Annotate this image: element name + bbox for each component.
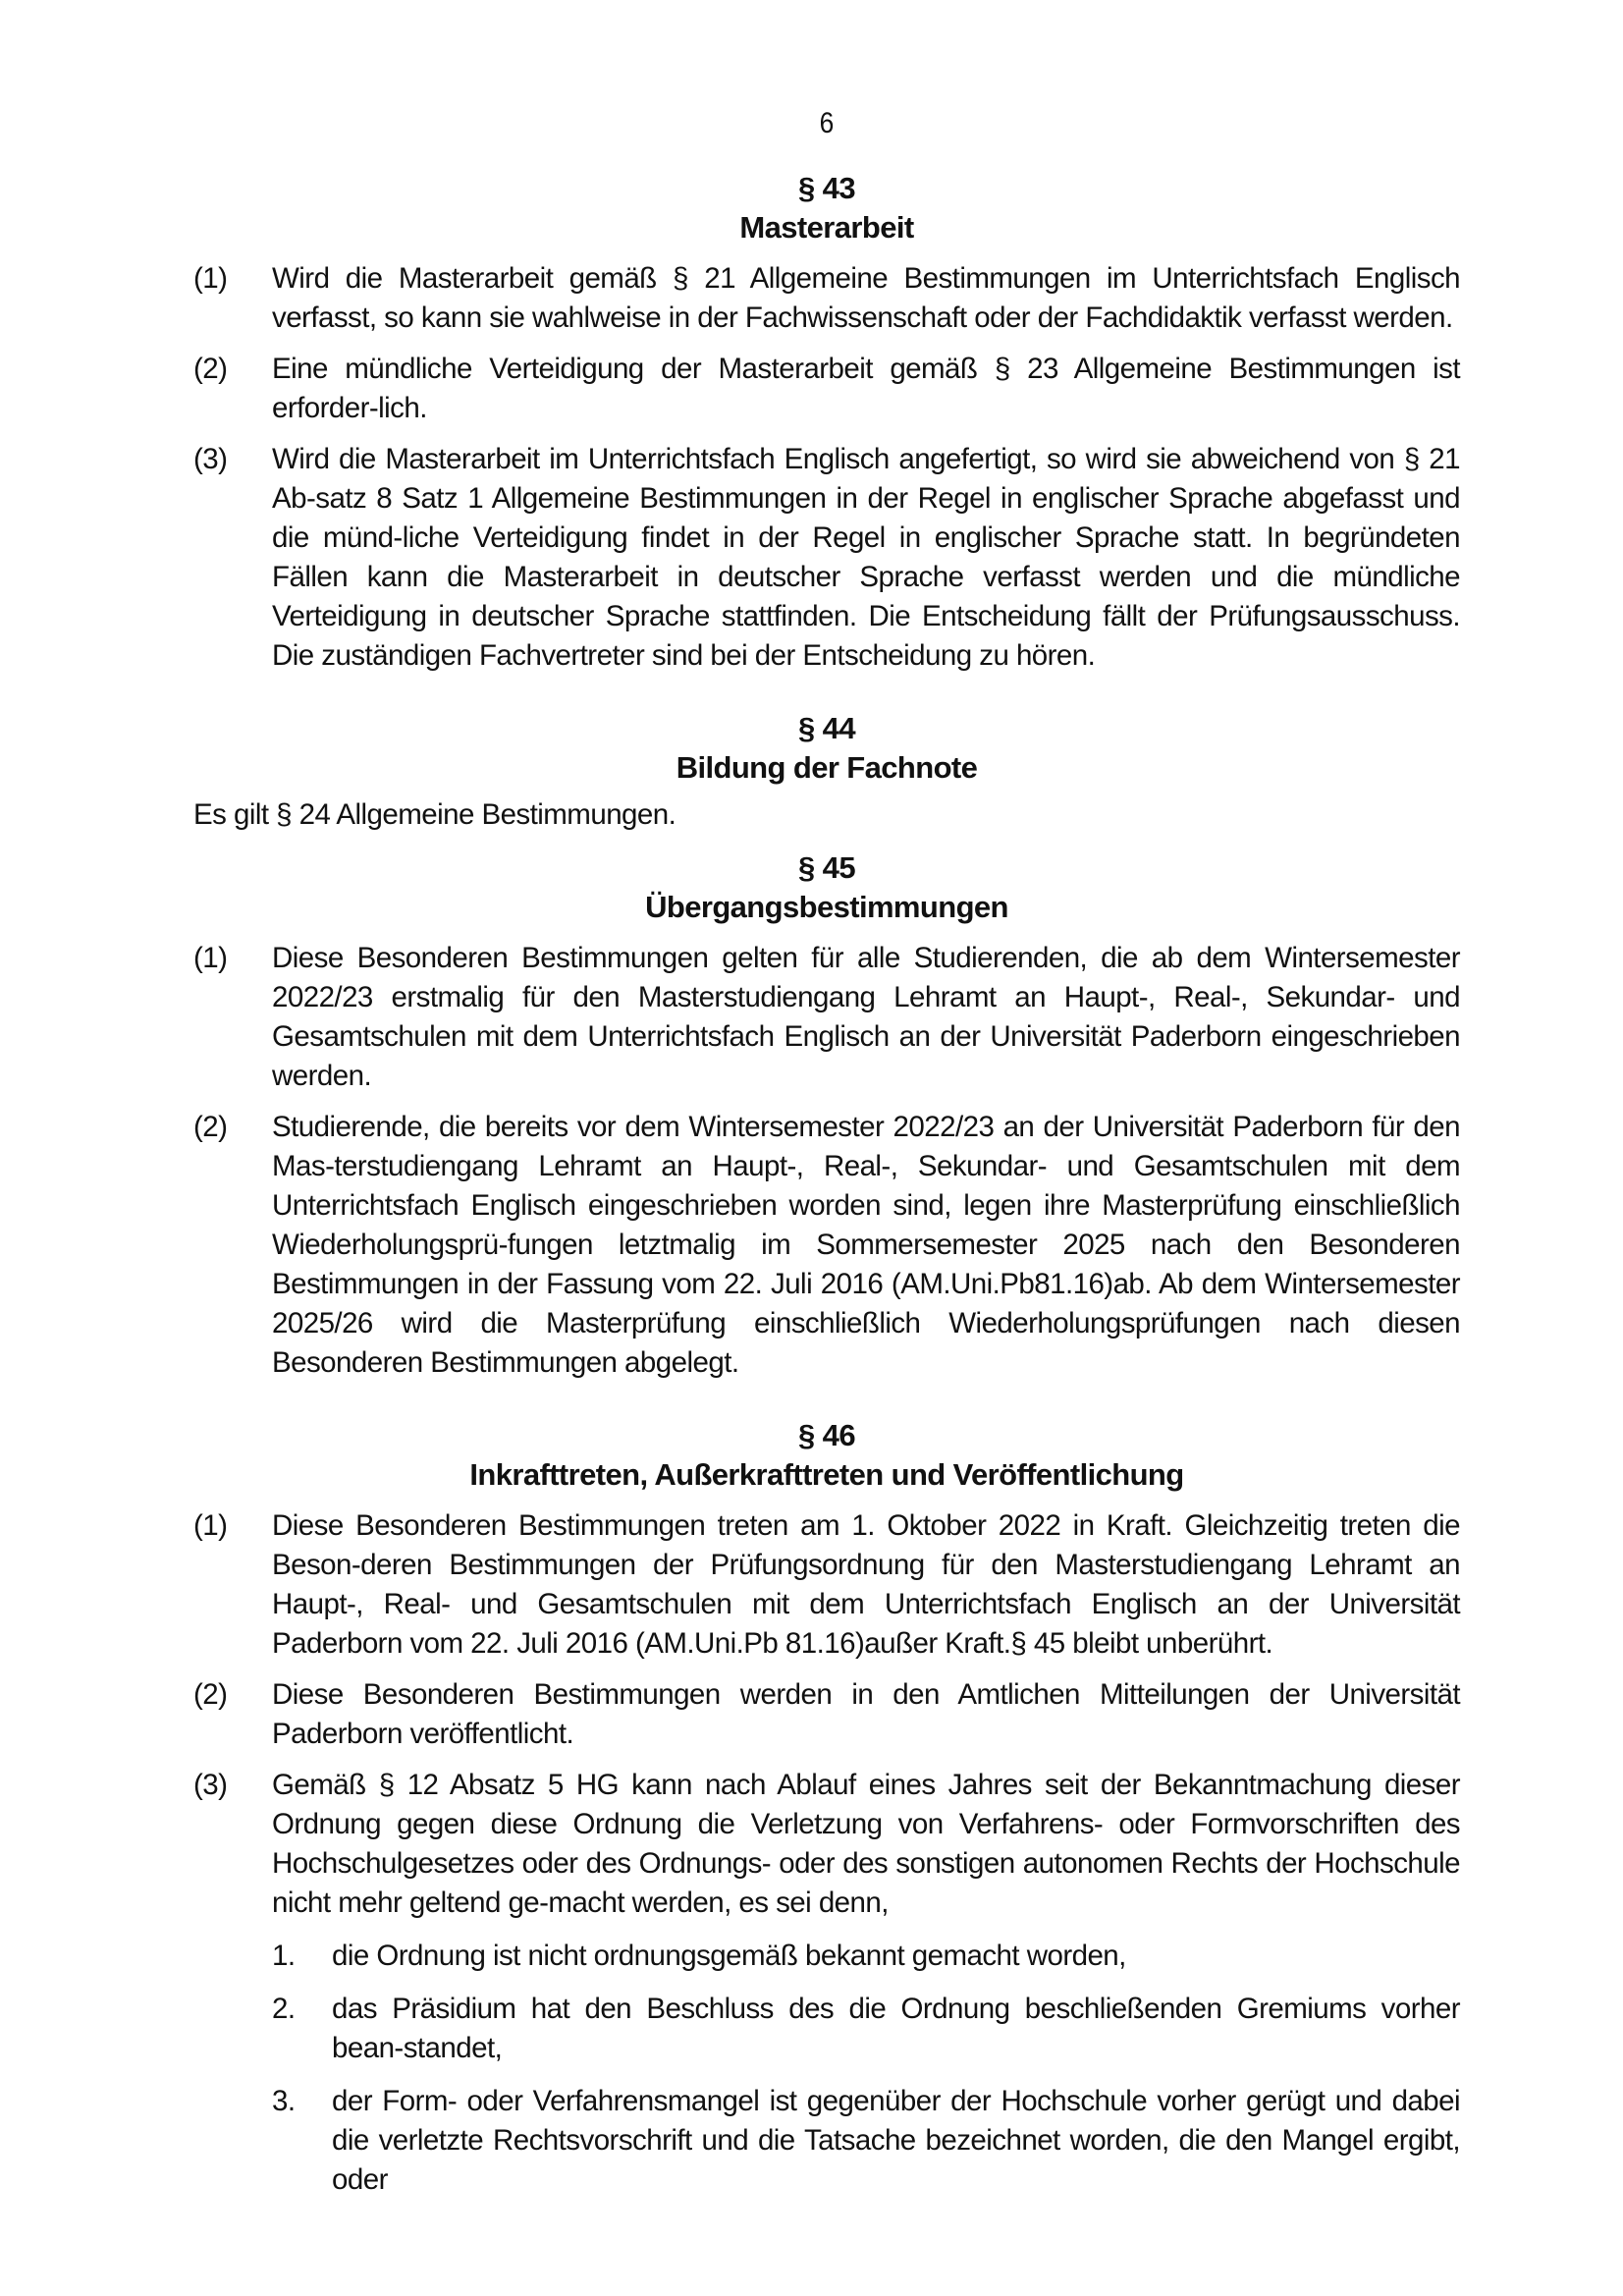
paragraph-text: Diese Besonderen Bestimmungen gelten für alle Studierenden, die ab dem Wintersemester 2022/23 erstmalig für den Masterstudiengang Lehramt an Haupt-, Real-, Sekundar- und Gesamtschulen mit dem Unterrichtsfach Englisch an der Universität Paderborn eingeschrieben werden. <box>272 942 1460 1092</box>
section-45 <box>193 848 1460 1383</box>
paragraph-number: (1) <box>193 942 228 974</box>
paragraph-text: Wird die Masterarbeit im Unterrichtsfach Englisch angefertigt, so wird sie abweichend von § 21 Ab-satz 8 Satz 1 Allgemeine Bestimmungen in der Regel in englischer Sprache abgefasst und die münd-liche Verteidigung findet in der Regel in englischer Sprache statt. In begründeten Fällen kann die Masterarbeit in deutscher Sprache verfasst werden und die mündliche Verteidigung in deutscher Sprache stattfinden. Die Entscheidung fällt der Prüfungsausschuss. Die zuständigen Fachvertreter sind bei der Entscheidung zu hören. <box>272 443 1460 672</box>
paragraph <box>193 1108 1460 1383</box>
section-title: Inkrafttreten, Außerkrafttreten und Veröffentlichung <box>469 1457 1184 1492</box>
list-item <box>272 1937 1460 1976</box>
list-item-text: das Präsidium hat den Beschluss des die Ordnung beschließenden Gremiums vorher bean-standet, <box>332 1993 1460 2064</box>
section-title: Bildung der Fachnote <box>676 750 978 785</box>
section-46 <box>193 1416 1460 2200</box>
section-number: § 43 <box>798 171 855 205</box>
list-item <box>272 1990 1460 2068</box>
list-item-text: die Ordnung ist nicht ordnungsgemäß bekannt gemacht worden, <box>332 1940 1126 1972</box>
section-text: Es gilt § 24 Allgemeine Bestimmungen. <box>193 798 676 831</box>
paragraph-text: Wird die Masterarbeit gemäß § 21 Allgemeine Bestimmungen im Unterrichtsfach Englisch verfasst, so kann sie wahlweise in der Fachwissenschaft oder der Fachdidaktik verfasst werden. <box>272 262 1460 334</box>
paragraph-text: Diese Besonderen Bestimmungen werden in den Amtlichen Mitteilungen der Universität Paderborn veröffentlicht. <box>272 1678 1460 1750</box>
list-item <box>272 2082 1460 2200</box>
section-44 <box>193 709 1460 835</box>
paragraph <box>193 350 1460 428</box>
section-number: § 46 <box>798 1418 855 1452</box>
paragraph-number: (1) <box>193 262 228 295</box>
section-title: Übergangsbestimmungen <box>645 890 1008 924</box>
section-number: § 45 <box>798 850 855 885</box>
section-title: Masterarbeit <box>739 210 914 245</box>
list-item-number: 1. <box>272 1940 296 1972</box>
paragraph-text: Diese Besonderen Bestimmungen treten am 1. Oktober 2022 in Kraft. Gleichzeitig treten die Beson-deren Bestimmungen der Prüfungsordnung für den Masterstudiengang Lehramt an Haupt-, Real- und Gesamtschulen mit dem Unterrichtsfach Englisch an der Universität Paderborn vom 22. Juli 2016 (AM.Uni.Pb 81.16)außer Kraft.§ 45 bleibt unberührt. <box>272 1509 1460 1660</box>
document-page <box>193 106 1460 2200</box>
paragraph <box>193 1506 1460 1664</box>
paragraph-number: (1) <box>193 1509 228 1542</box>
paragraph-text: Studierende, die bereits vor dem Wintersemester 2022/23 an der Universität Paderborn für den Mas-terstudiengang Lehramt an Haupt-, Real-, Sekundar- und Gesamtschulen mit dem Unterrichtsfach Englisch eingeschrieben worden sind, legen ihre Masterprüfung einschließlich Wiederholungsprü-fungen letztmalig im Sommersemester 2025 nach den Besonderen Bestimmungen in der Fassung vom 22. Juli 2016 (AM.Uni.Pb81.16)ab. Ab dem Wintersemester 2025/26 wird die Masterprüfung einschließlich Wiederholungsprüfungen nach diesen Besonderen Bestimmungen abgelegt. <box>272 1111 1460 1379</box>
paragraph-number: (2) <box>193 1111 228 1143</box>
paragraph-number: (3) <box>193 1769 228 1801</box>
paragraph-number: (2) <box>193 1678 228 1711</box>
paragraph <box>193 939 1460 1096</box>
paragraph-number: (2) <box>193 353 228 385</box>
paragraph-text: Gemäß § 12 Absatz 5 HG kann nach Ablauf eines Jahres seit der Bekanntmachung dieser Ordnung gegen diese Ordnung die Verletzung von Verfahrens- oder Formvorschriften des Hochschulgesetzes oder des Ordnungs- oder des sonstigen autonomen Rechts der Hochschule nicht mehr geltend ge-macht werden, es sei denn, <box>272 1769 1460 1919</box>
list-item-text: der Form- oder Verfahrensmangel ist gegenüber der Hochschule vorher gerügt und dabei die verletzte Rechtsvorschrift und die Tatsache bezeichnet worden, die den Mangel ergibt, oder <box>332 2085 1460 2196</box>
page-number: 6 <box>819 107 835 139</box>
section-number: § 44 <box>798 711 855 745</box>
paragraph-number: (3) <box>193 443 228 475</box>
paragraph-text: Eine mündliche Verteidigung der Masterarbeit gemäß § 23 Allgemeine Bestimmungen ist erforder-lich. <box>272 353 1460 424</box>
list-item-number: 3. <box>272 2085 296 2117</box>
list-item-number: 2. <box>272 1993 296 2025</box>
paragraph <box>193 1675 1460 1754</box>
paragraph <box>193 259 1460 338</box>
paragraph <box>193 1766 1460 1923</box>
paragraph <box>193 440 1460 676</box>
section-43 <box>193 169 1460 676</box>
